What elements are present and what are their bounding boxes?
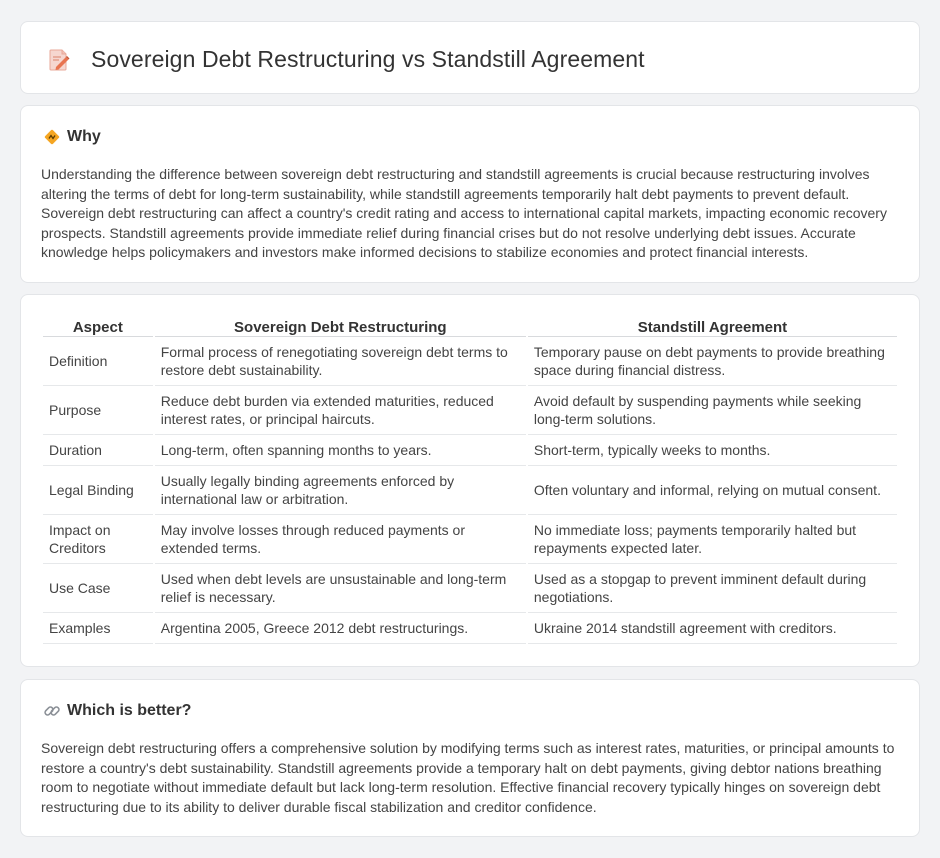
why-heading: Why [67,128,101,145]
table-row [43,466,897,515]
better-heading-row [43,702,191,720]
warning-diamond-icon [43,128,61,146]
comparison-table [41,317,899,644]
title-row [47,46,645,73]
row-restructuring: Reduce debt burden via extended maturities, reduced interest rates, or principal haircuts. [155,386,526,435]
header-standstill: Standstill Agreement [528,317,897,337]
table-row [43,564,897,613]
why-card [20,105,920,283]
row-aspect: Examples [43,613,153,644]
table-row [43,337,897,386]
why-text: Understanding the difference between sovereign debt restructuring and standstill agreements is crucial because restructuring involves altering the terms of debt for long-term sustainability, while standstill agreements temporarily halt debt payments to prevent default. Sovereign debt restructuring can affect a country's credit rating and access to international capital markets, impacting economic recovery prospects. Standstill agreements provide immediate relief during financial crises but do not resolve underlying debt issues. Accurate knowledge helps policymakers and investors make informed decisions to stabilize economies and protect financial interests. [41,166,887,261]
title-card [20,21,920,94]
link-icon [43,702,61,720]
table-row [43,386,897,435]
row-aspect: Impact on Creditors [43,515,153,564]
row-standstill: Ukraine 2014 standstill agreement with creditors. [528,613,897,644]
row-restructuring: Argentina 2005, Greece 2012 debt restructurings. [155,613,526,644]
row-restructuring: Usually legally binding agreements enforced by international law or arbitration. [155,466,526,515]
row-standstill: Avoid default by suspending payments while seeking long-term solutions. [528,386,897,435]
row-standstill: Temporary pause on debt payments to provide breathing space during financial distress. [528,337,897,386]
row-restructuring: Used when debt levels are unsustainable and long-term relief is necessary. [155,564,526,613]
table-header-row [43,317,897,337]
row-aspect: Legal Binding [43,466,153,515]
row-standstill: Short-term, typically weeks to months. [528,435,897,466]
comparison-card [20,294,920,667]
better-text: Sovereign debt restructuring offers a comprehensive solution by modifying terms such as interest rates, maturities, or principal amounts to restore a country's debt sustainability. Standstill agreements provide a temporary halt on debt payments, giving debtor nations breathing room to negotiate without immediate default but lack long-term resolution. Effective financial recovery typically hinges on sovereign debt restructuring due to its ability to deliver durable fiscal stabilization and creditor confidence. [41,740,895,815]
better-card [20,679,920,837]
row-aspect: Purpose [43,386,153,435]
document-pencil-icon [47,48,71,72]
header-aspect: Aspect [43,317,153,337]
header-restructuring: Sovereign Debt Restructuring [155,317,526,337]
row-aspect: Use Case [43,564,153,613]
table-row [43,435,897,466]
row-standstill: Used as a stopgap to prevent imminent default during negotiations. [528,564,897,613]
better-heading: Which is better? [67,702,192,719]
row-restructuring: Formal process of renegotiating sovereign debt terms to restore debt sustainability. [155,337,526,386]
why-heading-row [43,128,101,146]
page-title: Sovereign Debt Restructuring vs Standstill Agreement [91,46,645,72]
table-row [43,613,897,644]
row-restructuring: May involve losses through reduced payments or extended terms. [155,515,526,564]
table-row [43,515,897,564]
row-standstill: No immediate loss; payments temporarily halted but repayments expected later. [528,515,897,564]
row-standstill: Often voluntary and informal, relying on mutual consent. [528,466,897,515]
row-restructuring: Long-term, often spanning months to years. [155,435,526,466]
row-aspect: Duration [43,435,153,466]
row-aspect: Definition [43,337,153,386]
